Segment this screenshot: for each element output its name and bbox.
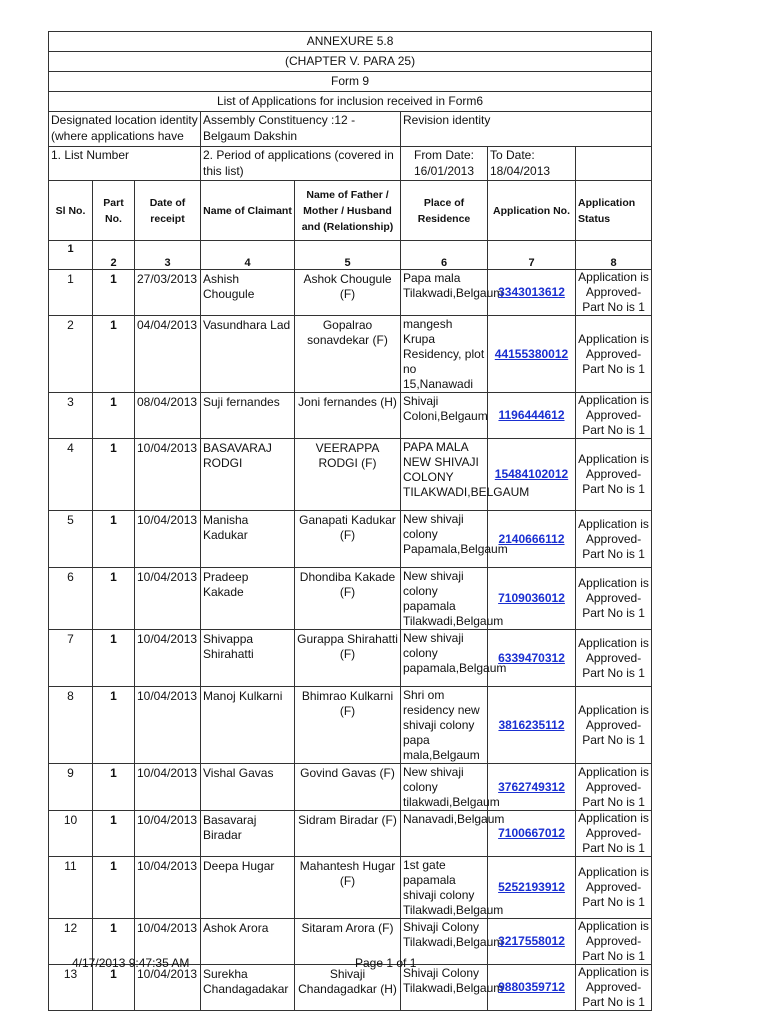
application-no-link[interactable]: 3343013612: [498, 285, 565, 299]
list-title: List of Applications for inclusion received in Form6: [49, 92, 652, 112]
part-no: 1: [93, 965, 135, 1011]
sl-no: 13: [49, 965, 93, 1011]
sl-no: 9: [49, 764, 93, 811]
sl-no: 1: [49, 270, 93, 316]
part-no: 1: [93, 630, 135, 687]
period-label: 2. Period of applications (covered in this list): [201, 147, 401, 181]
father-name: Joni fernandes (H): [295, 393, 401, 439]
claimant-name: Vishal Gavas: [201, 764, 295, 811]
father-name: Bhimrao Kulkarni (F): [295, 687, 401, 764]
table-row: [49, 857, 652, 919]
footer-timestamp: 4/17/2013 9:47:35 AM: [72, 956, 190, 970]
claimant-name: Shivappa Shirahatti: [201, 630, 295, 687]
claimant-name: Deepa Hugar: [201, 857, 295, 919]
application-no-link[interactable]: 2140666112: [498, 531, 565, 546]
father-name: Sidram Biradar (F): [295, 811, 401, 857]
table-row: [49, 568, 652, 630]
chapter-title: (CHAPTER V. PARA 25): [49, 52, 652, 72]
application-no: [488, 919, 576, 965]
col-sl-no: Sl No.: [49, 181, 93, 241]
col-application-no: Application No.: [488, 181, 576, 241]
father-name: Ashok Chougule (F): [295, 270, 401, 316]
sl-no: 8: [49, 687, 93, 764]
col-application-status: Application Status: [576, 181, 652, 241]
application-no-link[interactable]: 7100667012: [498, 826, 565, 840]
col-date-of-receipt: Date of receipt: [135, 181, 201, 241]
col-number: 1: [49, 241, 93, 270]
place-of-residence: New shivaji colony Papamala,Belgaum: [401, 511, 488, 568]
application-status: Application is Approved- Part No is 1: [576, 811, 652, 857]
table-row: [49, 511, 652, 568]
application-no-link[interactable]: 1196444612: [498, 408, 565, 422]
part-no: 1: [93, 316, 135, 393]
sl-no: 10: [49, 811, 93, 857]
sl-no: 12: [49, 919, 93, 965]
place-of-residence: Shivaji Colony Tilakwadi,Belgaum: [401, 919, 488, 965]
table-row: [49, 316, 652, 393]
col-number: 7: [488, 241, 576, 270]
date-of-receipt: 27/03/2013: [135, 270, 201, 316]
part-no: 1: [93, 270, 135, 316]
assembly-constituency: Assembly Constituency :12 - Belgaum Dakshin: [201, 112, 401, 147]
col-number: 4: [201, 241, 295, 270]
table-row: [49, 439, 652, 511]
revision-identity: Revision identity: [401, 112, 652, 147]
application-no: [488, 270, 576, 316]
claimant-name: Suji fernandes: [201, 393, 295, 439]
claimant-name: Ashish Chougule: [201, 270, 295, 316]
application-status: Application is Approved- Part No is 1: [576, 270, 652, 316]
father-name: Gurappa Shirahatti (F): [295, 630, 401, 687]
date-of-receipt: 10/04/2013: [135, 687, 201, 764]
father-name: Ganapati Kadukar (F): [295, 511, 401, 568]
date-of-receipt: 08/04/2013: [135, 393, 201, 439]
date-of-receipt: 10/04/2013: [135, 811, 201, 857]
form-table: [48, 31, 652, 1011]
part-no: 1: [93, 511, 135, 568]
footer-page-number: Page 1 of 1: [355, 956, 417, 970]
application-no: [488, 630, 576, 687]
application-status: Application is Approved- Part No is 1: [576, 568, 652, 630]
place-of-residence: New shivaji colony papamala,Belgaum: [401, 630, 488, 687]
sl-no: 11: [49, 857, 93, 919]
application-no: [488, 393, 576, 439]
application-no-link[interactable]: 3816235112: [498, 717, 565, 732]
col-number: 5: [295, 241, 401, 270]
application-no-link[interactable]: 7109036012: [498, 591, 565, 605]
application-no-link[interactable]: 3762749312: [498, 779, 565, 794]
place-of-residence: mangesh Krupa Residency, plot no 15,Nanawadi: [401, 316, 488, 393]
from-date: From Date: 16/01/2013: [401, 147, 488, 181]
place-of-residence: New shivaji colony papamala Tilakwadi,Belgaum: [401, 568, 488, 630]
table-row: [49, 687, 652, 764]
claimant-name: Ashok Arora: [201, 919, 295, 965]
form-sheet: [48, 31, 651, 1011]
claimant-name: Manisha Kadukar: [201, 511, 295, 568]
place-of-residence: Shivaji Colony Tilakwadi,Belgaum: [401, 965, 488, 1011]
part-no: 1: [93, 764, 135, 811]
application-no: [488, 687, 576, 764]
col-name-of-claimant: Name of Claimant: [201, 181, 295, 241]
application-status: Application is Approved- Part No is 1: [576, 316, 652, 393]
application-status: Application is Approved- Part No is 1: [576, 764, 652, 811]
list-number-label: 1. List Number: [49, 147, 201, 181]
claimant-name: Basavaraj Biradar: [201, 811, 295, 857]
claimant-name: BASAVARAJ RODGI: [201, 439, 295, 511]
place-of-residence: PAPA MALA NEW SHIVAJI COLONY TILAKWADI,BELGAUM: [401, 439, 488, 511]
application-status: Application is Approved- Part No is 1: [576, 965, 652, 1011]
table-row: [49, 630, 652, 687]
table-row: [49, 965, 652, 1011]
part-no: 1: [93, 393, 135, 439]
father-name: Gopalrao sonavdekar (F): [295, 316, 401, 393]
claimant-name: Pradeep Kakade: [201, 568, 295, 630]
claimant-name: Manoj Kulkarni: [201, 687, 295, 764]
place-of-residence: New shivaji colony tilakwadi,Belgaum: [401, 764, 488, 811]
part-no: 1: [93, 568, 135, 630]
sl-no: 5: [49, 511, 93, 568]
part-no: 1: [93, 439, 135, 511]
application-no: [488, 764, 576, 811]
sl-no: 3: [49, 393, 93, 439]
father-name: Shivaji Chandagadkar (H): [295, 965, 401, 1011]
date-of-receipt: 04/04/2013: [135, 316, 201, 393]
part-no: 1: [93, 687, 135, 764]
table-row: [49, 270, 652, 316]
place-of-residence: Papa mala Tilakwadi,Belgaum: [401, 270, 488, 316]
part-no: 1: [93, 919, 135, 965]
empty-cell: [576, 147, 652, 181]
place-of-residence: Shri om residency new shivaji colony papa mala,Belgaum: [401, 687, 488, 764]
application-no: [488, 511, 576, 568]
col-number: 2: [93, 241, 135, 270]
table-row: [49, 764, 652, 811]
father-name: Mahantesh Hugar (F): [295, 857, 401, 919]
table-row: [49, 393, 652, 439]
sl-no: 4: [49, 439, 93, 511]
claimant-name: Surekha Chandagadakar: [201, 965, 295, 1011]
col-number: 3: [135, 241, 201, 270]
date-of-receipt: 10/04/2013: [135, 568, 201, 630]
place-of-residence: Nanavadi,Belgaum: [401, 811, 488, 857]
application-no-link[interactable]: 3217558012: [498, 934, 565, 948]
annexure-title: ANNEXURE 5.8: [49, 32, 652, 52]
date-of-receipt: 10/04/2013: [135, 439, 201, 511]
application-no: [488, 965, 576, 1011]
application-no-link[interactable]: 6339470312: [498, 650, 565, 665]
application-no-link[interactable]: 9880359712: [498, 980, 565, 994]
father-name: Dhondiba Kakade (F): [295, 568, 401, 630]
table-row: [49, 811, 652, 857]
col-part-no: Part No.: [93, 181, 135, 241]
father-name: Sitaram Arora (F): [295, 919, 401, 965]
place-of-residence: 1st gate papamala shivaji colony Tilakwadi,Belgaum: [401, 857, 488, 919]
application-status: Application is Approved- Part No is 1: [576, 919, 652, 965]
part-no: 1: [93, 811, 135, 857]
application-no: [488, 439, 576, 511]
application-status: Application is Approved- Part No is 1: [576, 687, 652, 764]
application-no-link[interactable]: 15484102012: [494, 467, 569, 481]
part-no: 1: [93, 857, 135, 919]
form-title: Form 9: [49, 72, 652, 92]
application-status: Application is Approved- Part No is 1: [576, 857, 652, 919]
col-place-of-residence: Place of Residence: [401, 181, 488, 241]
date-of-receipt: 10/04/2013: [135, 965, 201, 1011]
designated-location-label: Designated location identity (where applications have: [49, 112, 201, 147]
date-of-receipt: 10/04/2013: [135, 630, 201, 687]
application-no-link[interactable]: 44155380012: [494, 346, 569, 361]
sl-no: 2: [49, 316, 93, 393]
application-no-link[interactable]: 5252193912: [498, 880, 565, 894]
sl-no: 6: [49, 568, 93, 630]
application-status: Application is Approved- Part No is 1: [576, 393, 652, 439]
sl-no: 7: [49, 630, 93, 687]
col-number: 6: [401, 241, 488, 270]
date-of-receipt: 10/04/2013: [135, 919, 201, 965]
application-status: Application is Approved- Part No is 1: [576, 511, 652, 568]
date-of-receipt: 10/04/2013: [135, 764, 201, 811]
father-name: Govind Gavas (F): [295, 764, 401, 811]
application-status: Application is Approved- Part No is 1: [576, 439, 652, 511]
place-of-residence: Shivaji Coloni,Belgaum: [401, 393, 488, 439]
father-name: VEERAPPA RODGI (F): [295, 439, 401, 511]
to-date: To Date: 18/04/2013: [488, 147, 576, 181]
date-of-receipt: 10/04/2013: [135, 857, 201, 919]
claimant-name: Vasundhara Lad: [201, 316, 295, 393]
date-of-receipt: 10/04/2013: [135, 511, 201, 568]
col-number: 8: [576, 241, 652, 270]
col-name-of-father: Name of Father / Mother / Husband and (Relationship): [295, 181, 401, 241]
application-no: [488, 316, 576, 393]
application-status: Application is Approved- Part No is 1: [576, 630, 652, 687]
